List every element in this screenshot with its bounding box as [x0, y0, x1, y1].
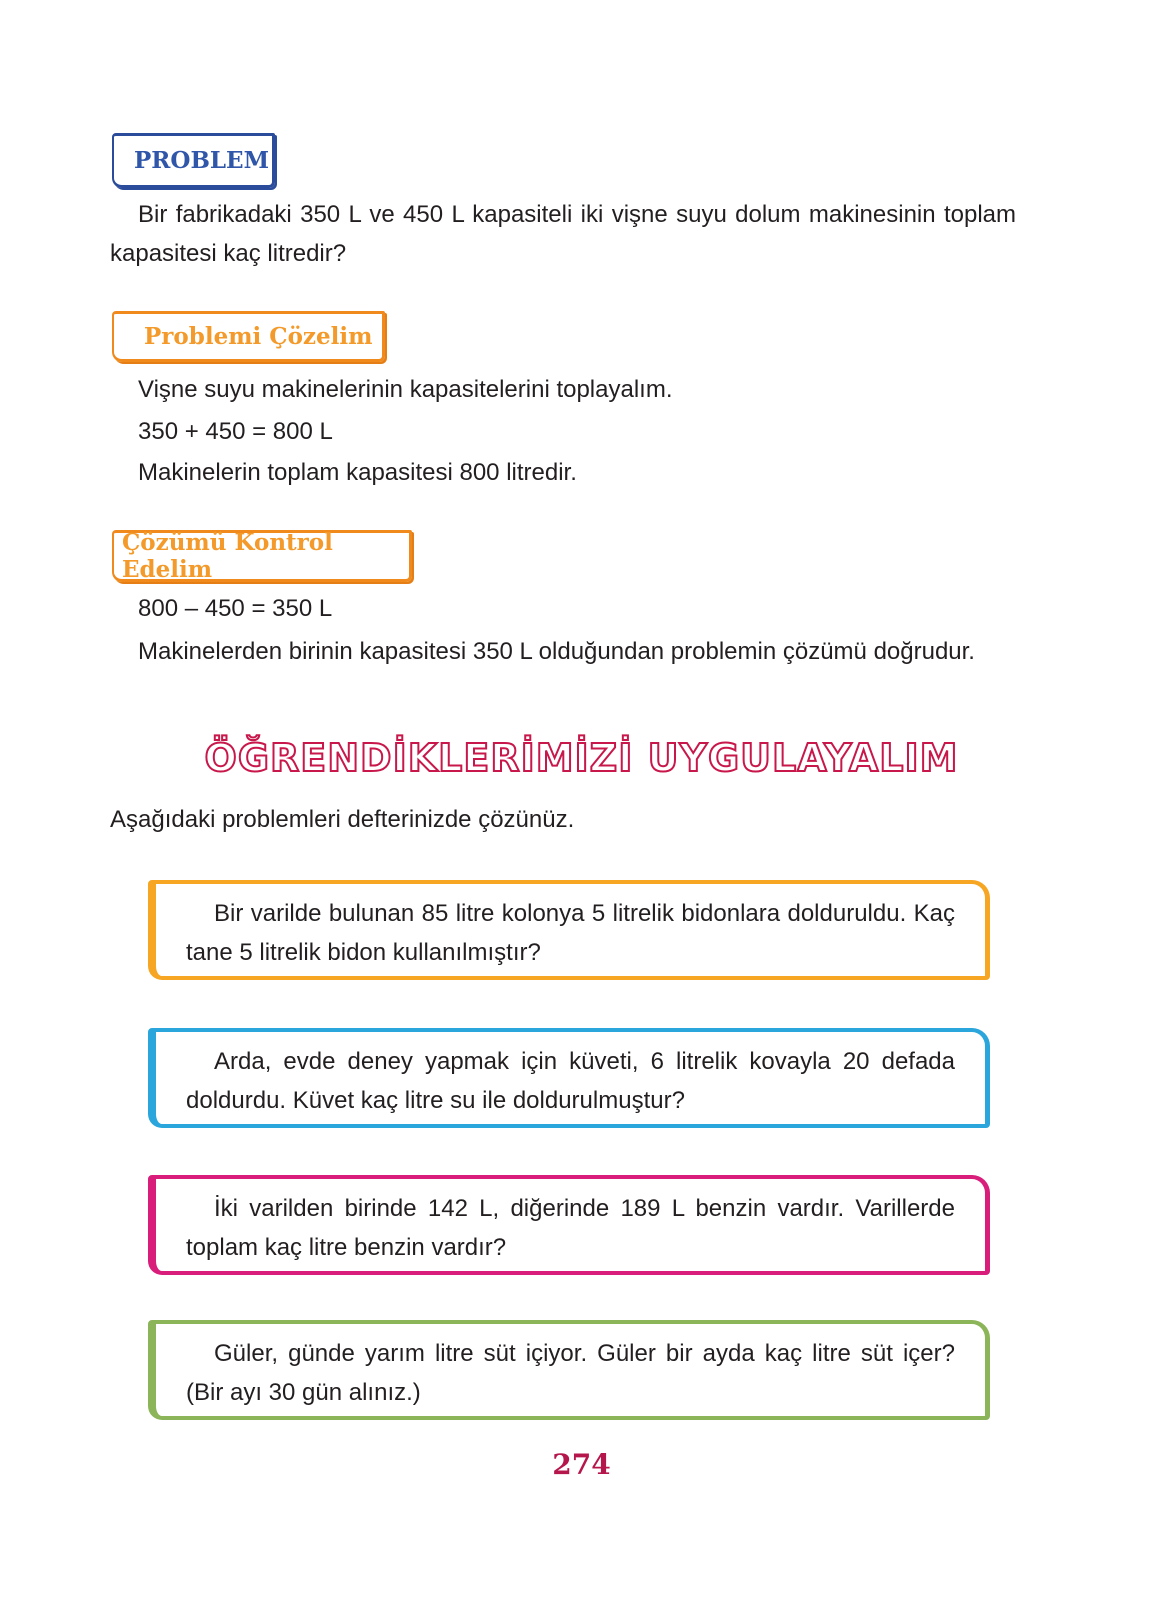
- section-heading: ÖĞRENDİKLERİMİZİ UYGULAYALIM: [204, 736, 959, 780]
- check-tag: Çözümü Kontrol Edelim: [112, 530, 412, 582]
- check-text: Makinelerden birinin kapasitesi 350 L olduğundan problemin çözümü doğrudur.: [138, 638, 975, 665]
- problem-tag: [112, 133, 275, 188]
- section-instruction: Aşağıdaki problemleri defterinizde çözünüz.: [110, 806, 575, 833]
- exercise-card-1: Bir varilde bulunan 85 litre kolonya 5 litrelik bidonlara dolduruldu. Kaç tane 5 litrelik bidon kullanılmıştır?: [148, 880, 990, 980]
- solve-equation: 350 + 450 = 800 L: [138, 418, 333, 445]
- check-equation: 800 – 450 = 350 L: [138, 595, 333, 622]
- problem-tag-label: PROBLEM: [134, 147, 270, 174]
- exercise-card-4: Güler, günde yarım litre süt içiyor. Güler bir ayda kaç litre süt içer? (Bir ayı 30 gün alınız.): [148, 1320, 990, 1420]
- solve-line-1: Vişne suyu makinelerinin kapasitelerini toplayalım.: [138, 376, 673, 403]
- solve-line-3: Makinelerin toplam kapasitesi 800 litredir.: [138, 459, 577, 486]
- problem-text: Bir fabrikadaki 350 L ve 450 L kapasiteli iki vişne suyu dolum makinesinin toplam kapasitesi kaç litredir?: [110, 201, 1016, 267]
- exercise-card-2: Arda, evde deney yapmak için küveti, 6 litrelik kovayla 20 defada doldurdu. Küvet kaç litre su ile doldurulmuştur?: [148, 1028, 990, 1128]
- solve-tag: Problemi Çözelim: [112, 311, 385, 362]
- exercise-card-3: İki varilden birinde 142 L, diğerinde 189 L benzin vardır. Varillerde toplam kaç litre benzin vardır?: [148, 1175, 990, 1275]
- page-number: 274: [552, 1448, 611, 1481]
